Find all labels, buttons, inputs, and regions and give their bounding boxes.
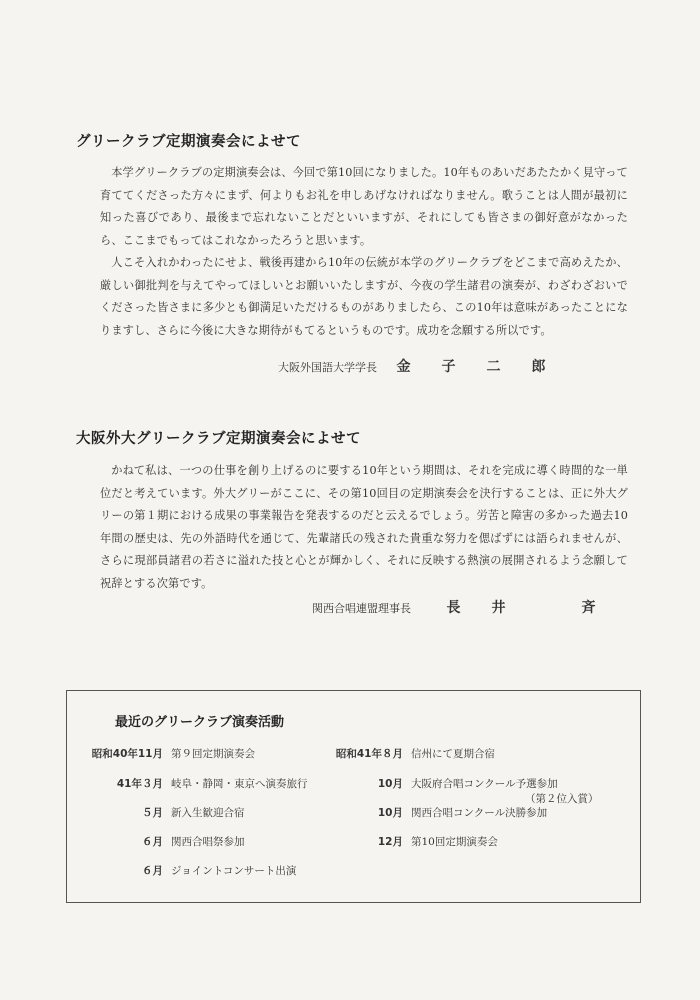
activity-event: 信州にて夏期合宿	[411, 748, 495, 760]
signature-name: 長 井 斉	[446, 600, 597, 616]
activity-date: 12月	[377, 836, 403, 848]
activity-event: 関西合唱コンクール決勝参加	[411, 807, 548, 819]
activity-date: ６月	[142, 836, 163, 848]
activity-item	[323, 746, 495, 761]
signature-title: 関西合唱連盟理事長	[312, 602, 411, 615]
activity-item	[67, 746, 255, 761]
activity-item	[323, 834, 498, 849]
section2-paragraph: かねて私は、一つの仕事を創り上げるのに要する10年という期間は、それを完成に導く時間的な一単位だと考えています。外大グリーがここに、その第10回目の定期演奏会を決行することは、正に外大グリーの第１期における成果の事業報告を発表するのだと云えるでしょう。労苦と障害の多かった過去10年間の歴史は、先の外語時代を通じて、先輩諸氏の残された貴重な努力を偲ばずには語られませんが、さらに現部員諸君の若さに溢れた技と心とが輝かしく、それに反映する熱演の展開されるよう念願して祝辞とする次第です。	[100, 464, 628, 590]
signature-name: 金 子 二 郎	[396, 359, 547, 375]
section1-title: グリークラブ定期演奏会によせて	[76, 134, 301, 150]
activity-item	[67, 776, 308, 791]
activity-date: ５月	[142, 807, 163, 819]
activity-date: ６月	[142, 865, 163, 877]
activities-title: 最近のグリークラブ演奏活動	[115, 715, 285, 730]
activities-box	[66, 690, 641, 903]
activity-event: 大阪府合唱コンクール予選参加	[411, 778, 558, 790]
activity-event: 岐阜・静岡・東京へ演奏旅行	[171, 778, 308, 790]
activity-event: 新入生歓迎合宿	[171, 807, 245, 819]
section1-paragraph: 本学グリークラブの定期演奏会は、今回で第10回になりました。10年ものあいだあたたかく見守って育ててくださった方々にまず、何よりもお礼を申しあげなければなりません。歌うことは人間が最初に知った喜びであり、最後まで忘れないことだといいますが、それにしても皆さまの御好意がなかったら、ここまでもってはこれなかったろうと思います。	[100, 166, 628, 247]
activity-item	[67, 805, 245, 820]
activity-event: 第10回定期演奏会	[411, 836, 498, 848]
activity-date: 昭和41年８月	[335, 748, 403, 760]
activity-item	[323, 776, 558, 791]
activity-item	[67, 834, 245, 849]
activity-event: ジョイントコンサート出演	[171, 865, 297, 877]
signature-title: 大阪外国語大学学長	[278, 361, 377, 374]
section1-signature	[278, 356, 547, 376]
activity-item	[323, 805, 547, 820]
section2-signature	[312, 597, 597, 617]
activity-date: 41年３月	[116, 778, 163, 790]
activity-item	[67, 863, 296, 878]
section2-title: 大阪外大グリークラブ定期演奏会によせて	[76, 431, 361, 447]
activity-event: 第９回定期演奏会	[171, 748, 255, 760]
section2-body	[100, 460, 628, 595]
activity-date: 10月	[377, 778, 403, 790]
award-note: （第２位入賞）	[525, 793, 599, 805]
section1-body	[100, 162, 628, 342]
activity-date: 昭和40年11月	[91, 748, 163, 760]
section1-paragraph: 人こそ入れかわったにせよ、戦後再建から10年の伝統が本学のグリークラブをどこまで高めえたか、厳しい御批判を与えてやってほしいとお願いいたしますが、今夜の学生諸君の演奏が、わざわざおいでくださった皆さまに多少とも御満足いただけるものがありましたら、この10年は意味があったことになりますし、さらに今後に大きな期待がもてるというものです。成功を念願する所以です。	[100, 256, 628, 337]
activity-date: 10月	[377, 807, 403, 819]
activity-event: 関西合唱祭参加	[171, 836, 245, 848]
